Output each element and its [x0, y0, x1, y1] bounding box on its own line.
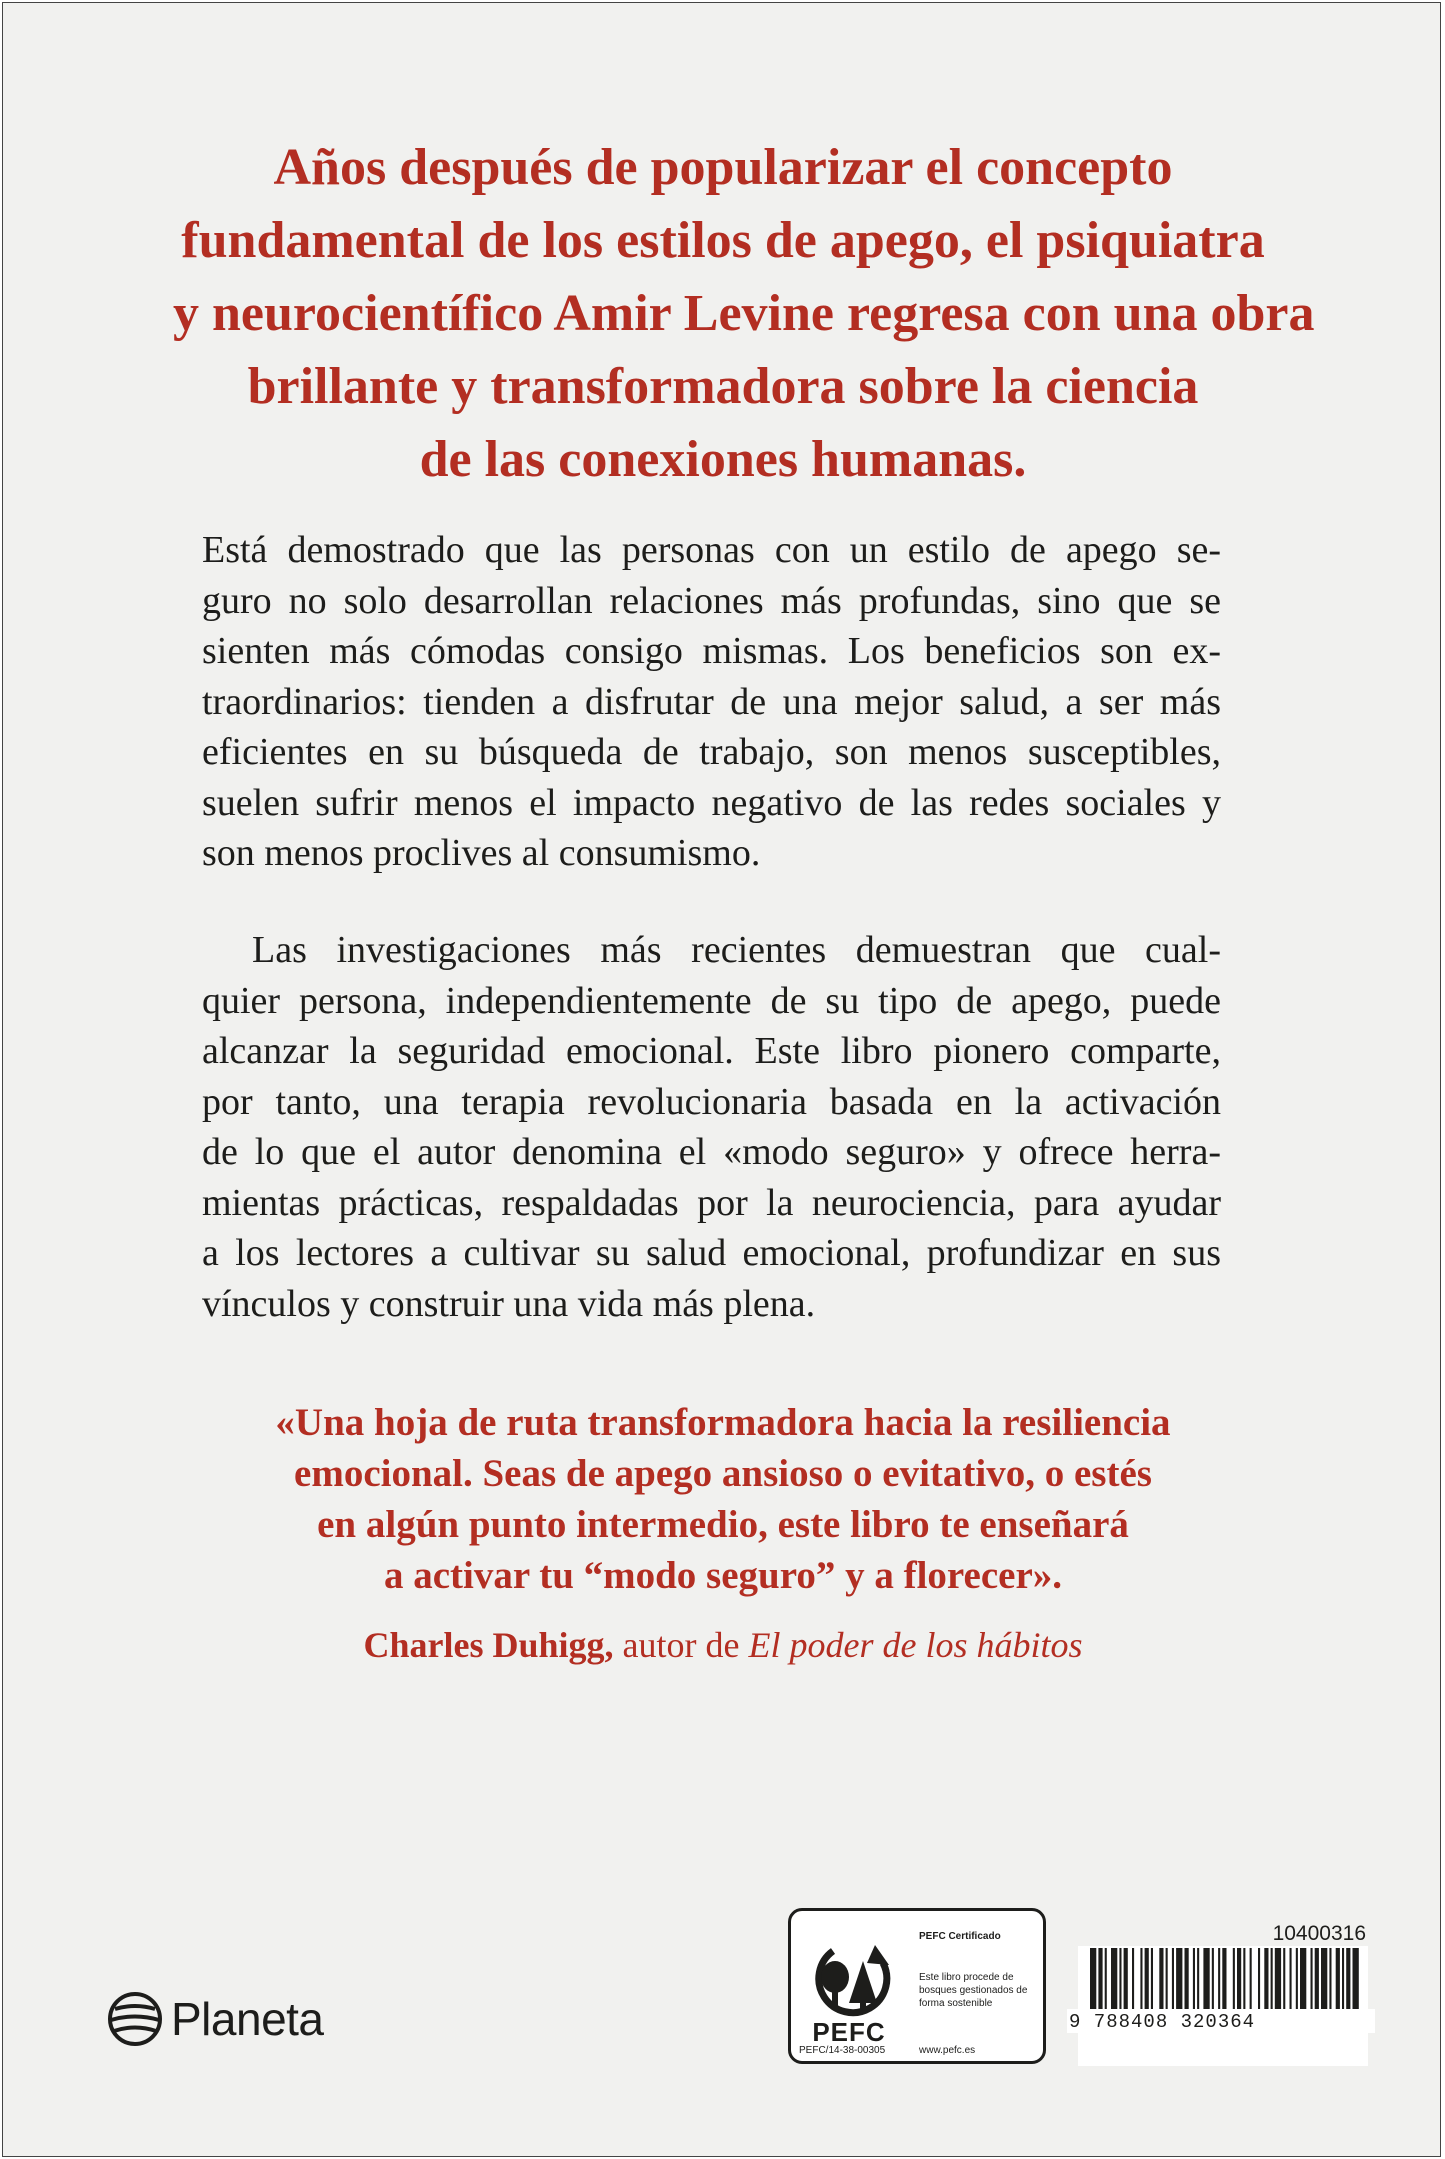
paragraph-line: eficientes en su búsqueda de trabajo, son menos susceptibles,: [202, 731, 1221, 773]
paragraph-line: alcanzar la seguridad emocional. Este libro pionero comparte,: [202, 1030, 1221, 1072]
headline-line: de las conexiones humanas.: [419, 431, 1027, 488]
barcode-bar: [1290, 1948, 1292, 2010]
barcode-bars: [1078, 1946, 1368, 2066]
barcode-bar: [1203, 1948, 1209, 2010]
paragraph-line: mientas prácticas, respaldadas por la neurociencia, para ayudar: [202, 1181, 1221, 1224]
barcode-bar: [1336, 1948, 1340, 2010]
paragraph-line: traordinarios: tienden a disfrutar de una mejor salud, a ser más: [202, 680, 1221, 723]
barcode-bar: [1311, 1948, 1313, 2010]
barcode-bar: [1258, 1948, 1260, 2010]
barcode-bar: [1132, 1948, 1134, 2010]
barcode-bar: [1159, 1948, 1163, 2010]
pefc-certified-label: PEFC Certificado: [919, 1931, 1001, 1942]
barcode-bar: [1172, 1948, 1174, 2010]
barcode-bar: [1212, 1948, 1214, 2010]
barcode-bar: [1197, 1948, 1199, 2010]
barcode-bar: [1185, 1948, 1189, 2010]
barcode-bar: [1218, 1948, 1220, 2010]
barcode-bar: [1222, 1948, 1226, 2010]
quote-author: Charles Duhigg,: [363, 1625, 614, 1665]
paragraph-line: quier persona, independientemente de su tipo de apego, puede: [202, 979, 1221, 1022]
barcode-bar: [1243, 1948, 1245, 2010]
barcode-bar: [1283, 1948, 1285, 2010]
isbn-digits: 9 788408 320364: [1067, 2009, 1375, 2033]
pefc-website: www.pefc.es: [919, 2045, 976, 2056]
pefc-description: Este libro procede de bosques gestionados de forma sostenible: [919, 1972, 1028, 2009]
barcode-bar: [1145, 1948, 1149, 2010]
barcode-bar: [1296, 1948, 1298, 2010]
barcode-bar: [1275, 1948, 1281, 2010]
quote-book-title: El poder de los hábitos: [748, 1625, 1083, 1665]
barcode-bar: [1321, 1948, 1327, 2010]
quote-attribution: [173, 1624, 1273, 1666]
paragraph-line: vínculos y construir una vida más plena.: [202, 1282, 816, 1325]
globe-icon: [107, 1991, 163, 2047]
barcode-bar: [1098, 1948, 1102, 2010]
headline-line: brillante y transformadora sobre la ciencia: [247, 358, 1199, 415]
barcode-bar: [1151, 1948, 1153, 2010]
barcode: [1078, 1946, 1368, 2066]
publisher-logo: [107, 1991, 324, 2047]
paragraph-line: suelen sufrir menos el impacto negativo de las redes sociales y: [202, 781, 1221, 824]
publisher-name: Planeta: [171, 1993, 324, 2045]
quote-line: «Una hoja de ruta transformadora hacia la resiliencia: [275, 1401, 1171, 1444]
headline: [173, 131, 1315, 496]
quote-line: a activar tu “modo seguro” y a florecer».: [383, 1554, 1063, 1597]
paragraph-line: guro no solo desarrollan relaciones más profundas, sino que se: [202, 579, 1221, 622]
pefc-code: PEFC/14-38-00305: [799, 2045, 886, 2056]
quote-author-role: autor de: [613, 1625, 749, 1665]
headline-line: y neurocientífico Amir Levine regresa con una obra: [173, 285, 1315, 342]
paragraph-line: a los lectores a cultivar su salud emocional, profundizar en sus: [202, 1232, 1221, 1274]
barcode-bar: [1166, 1948, 1168, 2010]
pefc-brand: PEFC: [812, 2017, 886, 2047]
barcode-bar: [1264, 1948, 1268, 2010]
barcode-bar: [1090, 1948, 1096, 2010]
paragraph-line: son menos proclives al consumismo.: [202, 832, 761, 874]
barcode-bar: [1315, 1948, 1319, 2010]
paragraph-line: por tanto, una terapia revolucionaria basada en la activación: [202, 1080, 1221, 1123]
barcode-bar: [1193, 1948, 1195, 2010]
barcode-bar: [1271, 1948, 1273, 2010]
barcode-bar: [1124, 1948, 1128, 2010]
barcode-bar: [1342, 1948, 1344, 2010]
product-reference: 10400316: [1272, 1922, 1366, 1945]
paragraph-line: de lo que el autor denomina el «modo seguro» y ofrece herra-: [202, 1131, 1221, 1173]
barcode-bar: [1346, 1948, 1350, 2010]
blurb-quote: [173, 1397, 1273, 1601]
barcode-bar: [1300, 1948, 1306, 2010]
paragraph-line: sienten más cómodas consigo mismas. Los beneficios son ex-: [202, 630, 1221, 672]
headline-line: fundamental de los estilos de apego, el psiquiatra: [181, 212, 1265, 269]
description-paragraph-2: [202, 925, 1221, 1329]
barcode-bar: [1119, 1948, 1121, 2010]
paragraph-line: Las investigaciones más recientes demuestran que cual-: [252, 929, 1221, 971]
paragraph-line: Está demostrado que las personas con un estilo de apego se-: [202, 529, 1221, 571]
barcode-bar: [1176, 1948, 1182, 2010]
barcode-bar: [1111, 1948, 1117, 2010]
quote-line: en algún punto intermedio, este libro te enseñará: [317, 1503, 1129, 1546]
barcode-bar: [1329, 1948, 1331, 2010]
barcode-bar: [1353, 1948, 1359, 2010]
barcode-bar: [1140, 1948, 1142, 2010]
barcode-bar: [1250, 1948, 1252, 2010]
barcode-bar: [1237, 1948, 1241, 2010]
description-paragraph-1: [202, 525, 1221, 879]
barcode-bar: [1105, 1948, 1107, 2010]
back-cover: [2, 2, 1441, 2157]
tree-icon: [805, 1943, 895, 2023]
quote-line: emocional. Seas de apego ansioso o evitativo, o estés: [294, 1452, 1152, 1495]
pefc-certification: [788, 1908, 1046, 2064]
headline-line: Años después de popularizar el concepto: [273, 139, 1173, 196]
barcode-bar: [1233, 1948, 1235, 2010]
